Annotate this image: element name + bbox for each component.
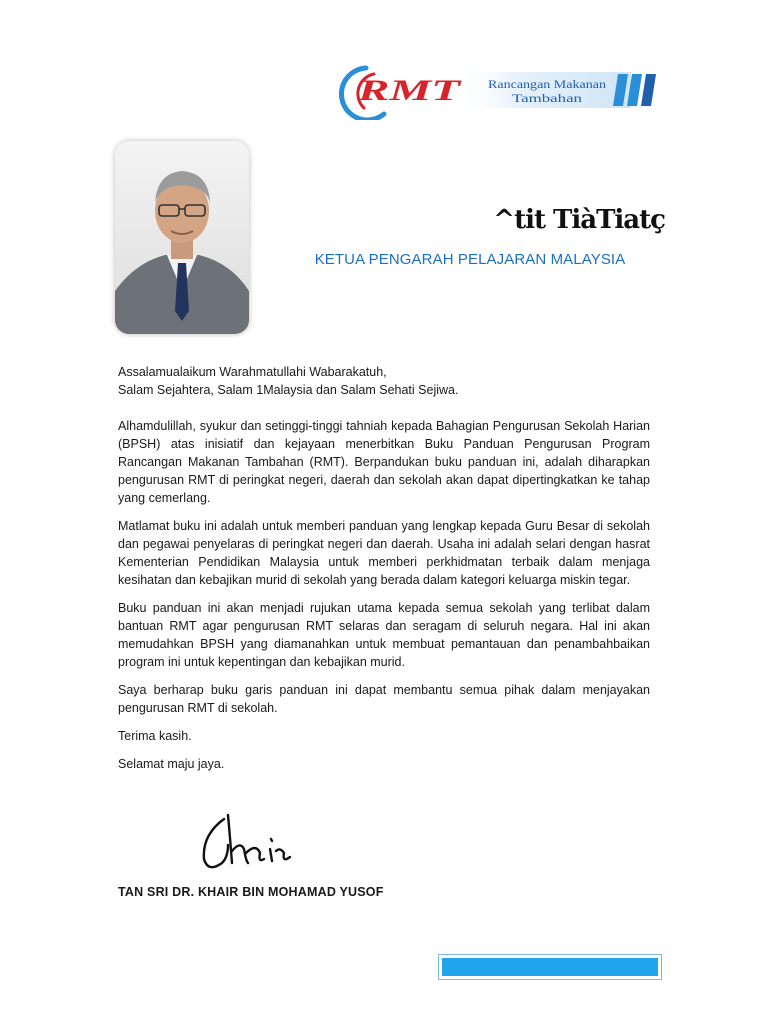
logo-line2: Tambahan (512, 91, 582, 105)
logo-line1: Rancangan Makanan (488, 77, 606, 91)
greeting-line-2: Salam Sejahtera, Salam 1Malaysia dan Salam Sehati Sejiwa. (118, 383, 459, 397)
paragraph-4: Saya berharap buku garis panduan ini dapat membantu semua pihak dalam menjayakan pengurusan RMT di sekolah. (118, 683, 650, 715)
logo-mark: RMT (356, 74, 463, 107)
thanks-line: Terima kasih. (118, 729, 192, 743)
paragraph-3: Buku panduan ini akan menjadi rujukan utama kepada semua sekolah yang terlibat dalam bantuan RMT agar pengurusan RMT selaras dan seragam di seluruh negara. Hal ini akan memudahkan BPSH yang diamanahkan untuk membuat pemantauan dan penambahbaikan program ini untuk kepentingan dan kebajikan murid. (118, 601, 650, 669)
greeting-line-1: Assalamualaikum Warahmatullahi Wabarakatuh, (118, 365, 387, 379)
signature (198, 807, 298, 879)
letter-body (118, 363, 650, 783)
rmt-logo (336, 62, 662, 120)
footer-bar-fill (442, 958, 658, 976)
signatory-name: TAN SRI DR. KHAIR BIN MOHAMAD YUSOF (118, 885, 384, 899)
greeting (118, 363, 650, 399)
portrait-photo (115, 141, 249, 334)
footer-bar (438, 954, 662, 980)
paragraph-2: Matlamat buku ini adalah untuk memberi panduan yang lengkap kepada Guru Besar di sekolah dan pegawai penyelaras di peringkat negeri dan daerah. Usaha ini adalah selari dengan hasrat Kementerian Pendidikan Malaysia untuk memberi perkhidmatan terbaik dalam menjaga kesihatan dan kebajikan murid di sekolah yang berada dalam kategori keluarga miskin tegar. (118, 519, 650, 587)
headline-text: ^tit TiàTiatç (493, 205, 665, 235)
page-title: KETUA PENGARAH PELAJARAN MALAYSIA (314, 251, 626, 268)
closing-line: Selamat maju jaya. (118, 757, 225, 771)
paragraph-1: Alhamdulillah, syukur dan setinggi-tinggi tahniah kepada Bahagian Pengurusan Sekolah Harian (BPSH) atas inisiatif dan kejayaan menerbitkan Buku Panduan Pengurusan Program Rancangan Makanan Tambahan (RMT). Berpandukan buku panduan ini, adalah diharapkan pengurusan RMT di peringkat negeri, daerah dan sekolah akan dapat dipertingkatkan ke tahap yang cemerlang. (118, 419, 650, 505)
